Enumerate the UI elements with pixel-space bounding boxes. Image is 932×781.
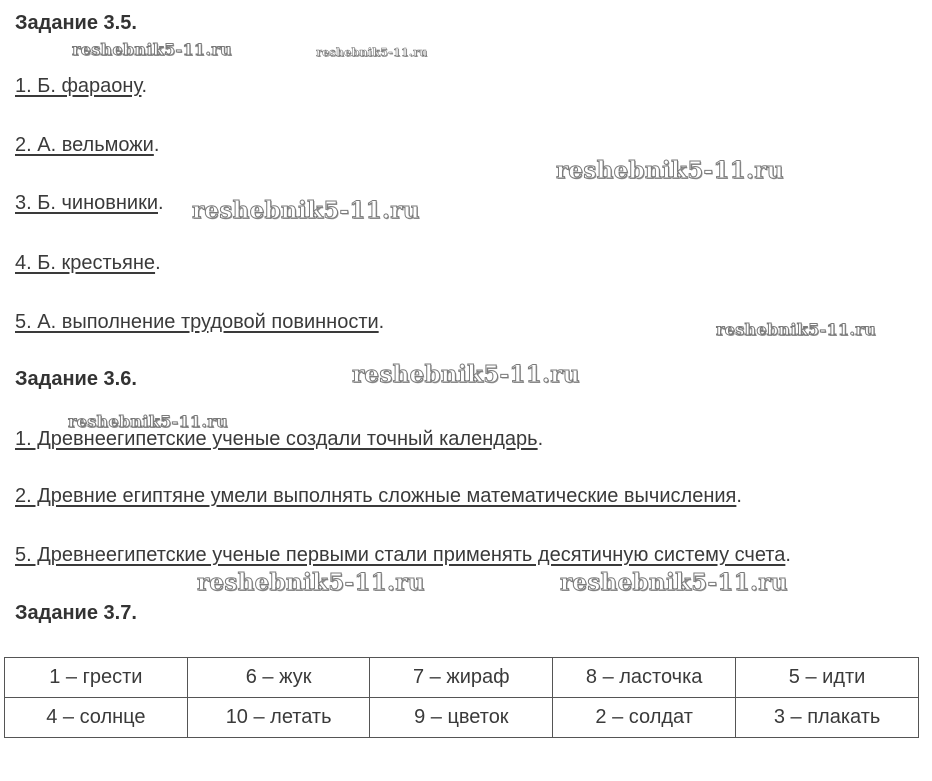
table-row	[5, 658, 919, 698]
task-3-5-answer-3: 3. Б. чиновники.	[15, 192, 164, 214]
table-cell: 4 – солнце	[5, 698, 188, 738]
watermark: reshebnik5-11.ru	[560, 569, 788, 596]
watermark: reshebnik5-11.ru	[352, 361, 580, 388]
table-cell: 3 – плакать	[736, 698, 919, 738]
table-cell: 6 – жук	[187, 658, 370, 698]
table-cell: 8 – ласточка	[553, 658, 736, 698]
task-3-5-answer-4: 4. Б. крестьяне.	[15, 252, 161, 274]
task-3-6-answer-5: 5. Древнеегипетские ученые первыми стали применять десятичную систему счета.	[15, 544, 791, 566]
table-cell: 2 – солдат	[553, 698, 736, 738]
task-3-5-answer-5: 5. А. выполнение трудовой повинности.	[15, 311, 385, 333]
watermark: reshebnik5-11.ru	[197, 569, 425, 596]
table-cell: 9 – цветок	[370, 698, 553, 738]
watermark: reshebnik5-11.ru	[192, 197, 420, 224]
watermark: reshebnik5-11.ru	[72, 40, 232, 59]
watermark: reshebnik5-11.ru	[68, 412, 228, 431]
table-cell: 1 – грести	[5, 658, 188, 698]
task-3-5-answer-2: 2. А. вельможи.	[15, 134, 160, 156]
task-3-6-answer-2: 2. Древние египтяне умели выполнять сложные математические вычисления.	[15, 485, 742, 507]
watermark: reshebnik5-11.ru	[316, 46, 428, 59]
task-3-7-answer-table	[4, 657, 919, 738]
task-3-5-heading: Задание 3.5.	[15, 12, 137, 34]
watermark: reshebnik5-11.ru	[716, 320, 876, 339]
table-cell: 10 – летать	[187, 698, 370, 738]
table-row	[5, 698, 919, 738]
table-cell: 7 – жираф	[370, 658, 553, 698]
watermark: reshebnik5-11.ru	[556, 157, 784, 184]
task-3-6-heading: Задание 3.6.	[15, 368, 137, 390]
task-3-5-answer-1: 1. Б. фараону.	[15, 75, 148, 97]
task-3-7-heading: Задание 3.7.	[15, 602, 137, 624]
task-3-6-answer-1: 1. Древнеегипетские ученые создали точный календарь.	[15, 428, 544, 450]
table-cell: 5 – идти	[736, 658, 919, 698]
